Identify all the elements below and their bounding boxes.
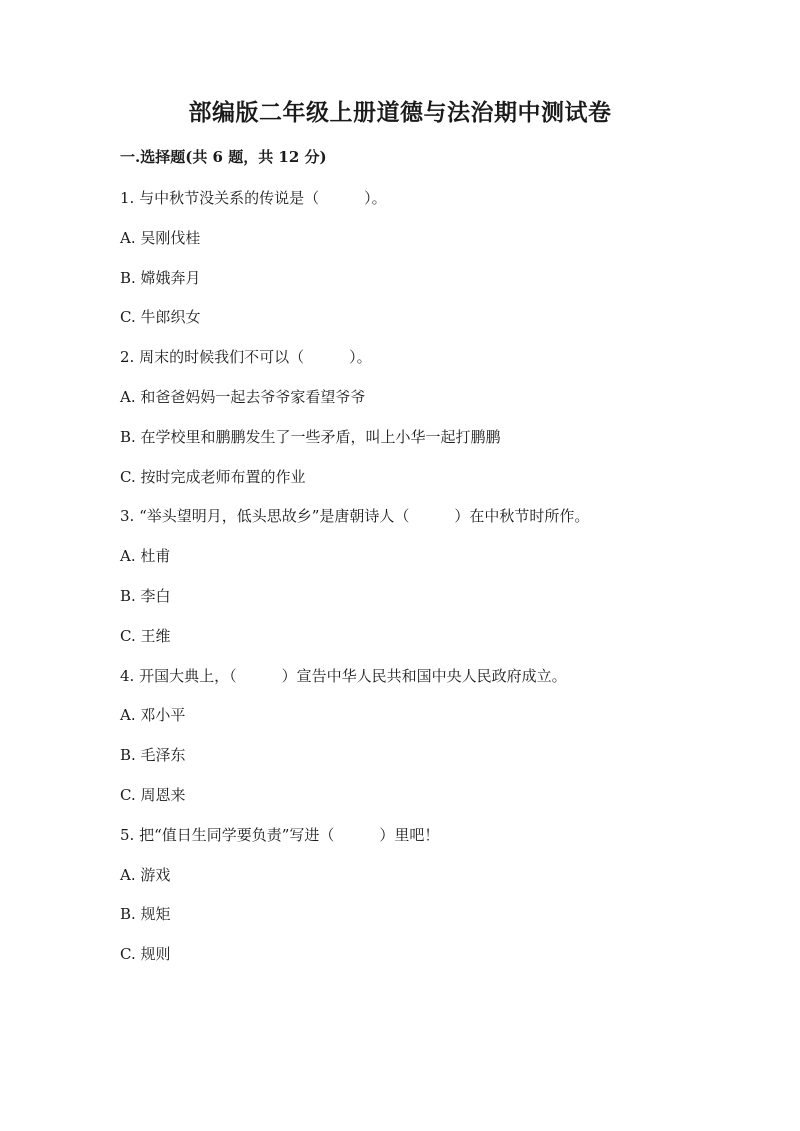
option-5-a: A. 游戏 xyxy=(120,865,171,884)
option-5-b: B. 规矩 xyxy=(120,905,171,924)
question-stem-3: 3. “举头望明月，低头思故乡”是唐朝诗人（ ）在中秋节时所作。 xyxy=(120,507,590,526)
option-1-a: A. 吴刚伐桂 xyxy=(120,228,201,247)
page-title: 部编版二年级上册道德与法治期中测试卷 xyxy=(188,99,612,126)
option-3-a: A. 杜甫 xyxy=(120,547,171,566)
question-stem-1: 1. 与中秋节没关系的传说是（ ）。 xyxy=(120,189,387,207)
option-4-c: C. 周恩来 xyxy=(120,785,186,804)
question-stem-5: 5. 把“值日生同学要负责”写进（ ）里吧！ xyxy=(120,825,440,844)
option-3-c: C. 王维 xyxy=(120,626,171,645)
question-stem-2: 2. 周末的时候我们不可以（ ）。 xyxy=(120,348,372,367)
question-list xyxy=(120,186,740,982)
option-2-a: A. 和爸爸妈妈一起去爷爷家看望爷爷 xyxy=(120,387,366,406)
option-1-c: C. 牛郎织女 xyxy=(120,308,201,327)
option-5-c: C. 规则 xyxy=(120,945,171,964)
option-2-b: B. 在学校里和鹏鹏发生了一些矛盾，叫上小华一起打鹏鹏 xyxy=(120,427,501,446)
option-2-c: C. 按时完成老师布置的作业 xyxy=(120,467,306,486)
section-heading: 一.选择题(共 6 题，共 12 分) xyxy=(120,148,327,166)
option-4-a: A. 邓小平 xyxy=(120,706,186,725)
option-3-b: B. 李白 xyxy=(120,586,171,605)
option-4-b: B. 毛泽东 xyxy=(120,746,186,765)
question-stem-4: 4. 开国大典上，（ ）宣告中华人民共和国中央人民政府成立。 xyxy=(120,666,567,685)
option-1-b: B. 嫦娥奔月 xyxy=(120,268,201,287)
